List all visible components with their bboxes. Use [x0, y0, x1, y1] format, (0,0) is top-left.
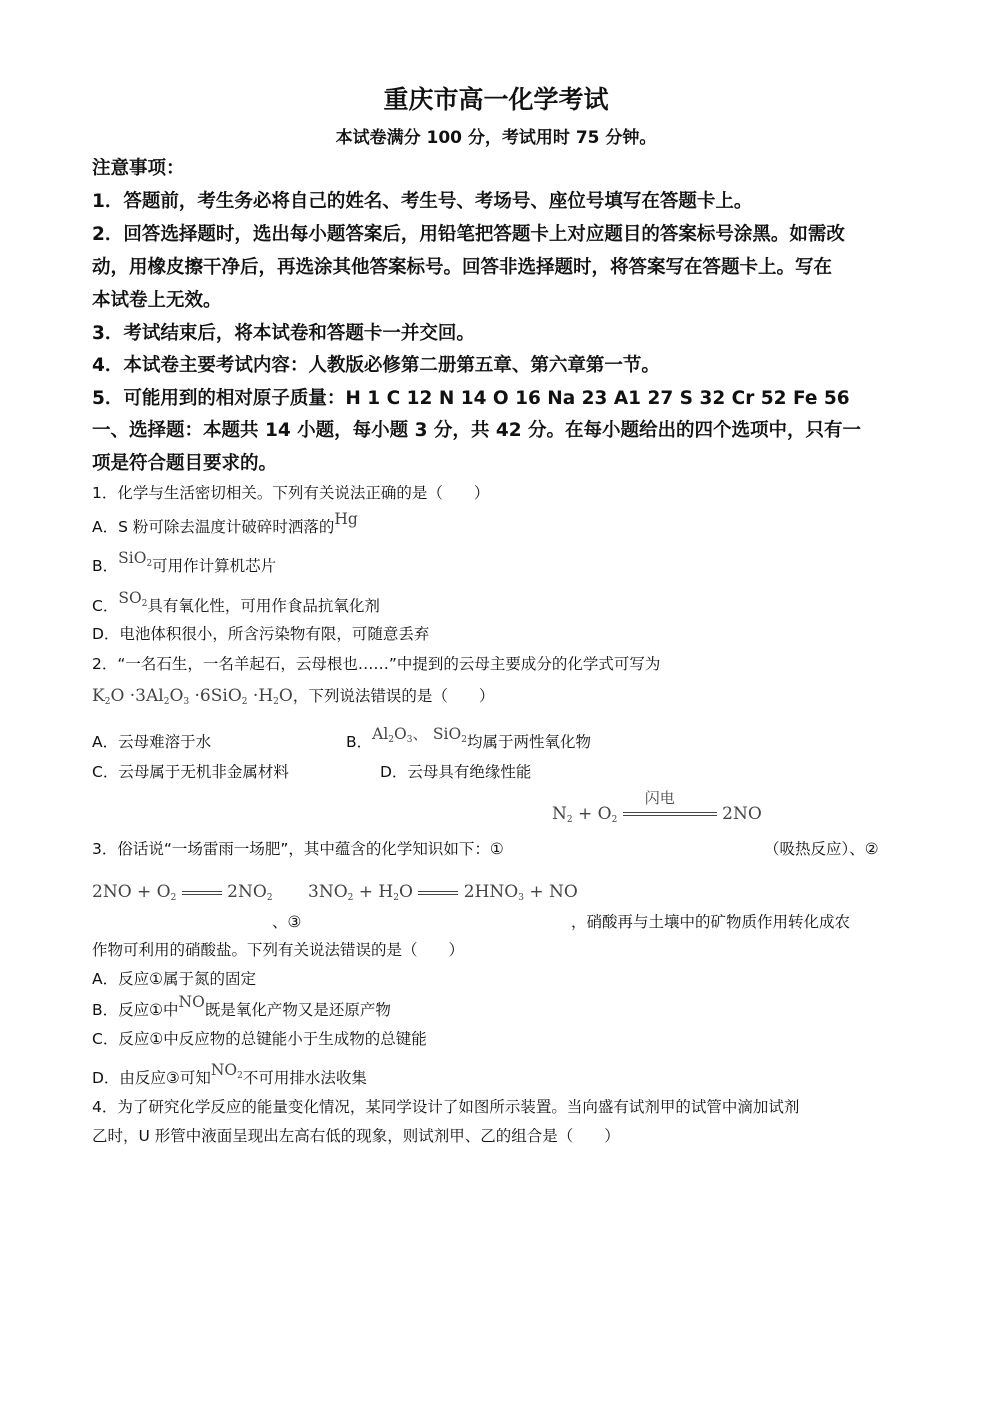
notice-item-4: 4．本试卷主要考试内容：人教版必修第二册第五章、第六章第一节。 [92, 355, 660, 376]
reaction-1-equation: $N_2 + O_2$ 闪电 2NO [552, 789, 762, 825]
lightning-condition: 闪电 [644, 789, 675, 807]
notice-item-3: 3．考试结束后，将本试卷和答题卡一并交回。 [92, 323, 475, 344]
no-formula: NO [178, 993, 205, 1011]
oxides-formula: $Al_2O_3$、 SiO$_2$ [372, 725, 467, 745]
question-1-option-a: A．S 粉可除去温度计破碎时洒落的Hg [92, 510, 358, 536]
question-3-option-b: B．反应①中NO既是氧化产物又是还原产物 [92, 993, 391, 1019]
question-3-stem-start: 3．俗话说“一场雷雨一场肥”，其中蕴含的化学知识如下：① [92, 840, 504, 858]
question-1-option-d: D．电池体积很小，所含污染物有限，可随意丢弃 [92, 625, 430, 643]
question-3-option-c: C．反应①中反应物的总键能小于生成物的总键能 [92, 1030, 427, 1048]
question-1-option-b: B．SiO$_2$可用作计算机芯片 [92, 549, 277, 575]
question-1-stem: 1．化学与生活密切相关。下列有关说法正确的是（ ） [92, 484, 490, 502]
question-3-stem-line-3: 作物可利用的硝酸盐。下列有关说法错误的是（ ） [92, 941, 465, 959]
so2-formula: SO [118, 589, 142, 607]
question-2-option-a: A．云母难溶于水 [92, 733, 212, 751]
section-1-heading-line-2: 项是符合题目要求的。 [92, 453, 278, 474]
question-2-formula-line: $K_2O \cdot 3Al_2O_3 \cdot 6SiO_2 \cdot H_2O$，下列说法错误的是（ ） [92, 686, 495, 707]
question-2-stem: 2．“一名石生，一名羊起石，云母根也……”中提到的云母主要成分的化学式可写为 [92, 655, 661, 673]
notice-item-2-line-1: 2．回答选择题时，选出每小题答案后，用铅笔把答题卡上对应题目的答案标号涂黑。如需改 [92, 224, 845, 245]
question-3-option-a: A．反应①属于氮的固定 [92, 970, 256, 988]
sio2-formula: SiO [118, 549, 147, 567]
question-2-option-b: B．$Al_2O_3$、 SiO$_2$均属于两性氧化物 [346, 725, 591, 751]
notice-heading: 注意事项： [92, 158, 185, 179]
notice-item-1: 1．答题前，考生务必将自己的姓名、考生号、考场号、座位号填写在答题卡上。 [92, 191, 753, 212]
exam-subtitle: 本试卷满分 100 分，考试用时 75 分钟。 [335, 128, 657, 148]
question-3-stem-mid: （吸热反应）、② [764, 840, 879, 858]
section-1-heading-line-1: 一、选择题：本题共 14 小题，每小题 3 分，共 42 分。在每小题给出的四个选项中，只有一 [92, 420, 862, 441]
mica-formula: $K_2O \cdot 3Al_2O_3 \cdot 6SiO_2 \cdot H_2O$ [92, 686, 293, 707]
question-1-option-c: C．$SO_2$具有氧化性，可用作食品抗氧化剂 [92, 589, 380, 615]
notice-item-5: 5．可能用到的相对原子质量：H 1 C 12 N 14 O 16 Na 23 A1 27 S 32 Cr 52 Fe 56 [92, 388, 850, 409]
question-3-separator: 、③ [272, 913, 302, 931]
question-4-line-1: 4．为了研究化学反应的能量变化情况，某同学设计了如图所示装置。当向盛有试剂甲的试管中滴加试剂 [92, 1098, 800, 1116]
question-2-option-d: D．云母具有绝缘性能 [380, 763, 532, 781]
reaction-3-equation: $3NO_2 + H_2O$ $2HNO_3$ + NO [308, 882, 578, 903]
question-2-option-c: C．云母属于无机非金属材料 [92, 763, 289, 781]
notice-item-2-line-3: 本试卷上无效。 [92, 290, 222, 311]
notice-item-2-line-2: 动，用橡皮擦干净后，再选涂其他答案标号。回答非选择题时，将答案写在答题卡上。写在 [92, 257, 833, 278]
page-title: 重庆市高一化学考试 [383, 85, 609, 114]
question-4-line-2: 乙时，U 形管中液面呈现出左高右低的现象，则试剂甲、乙的组合是（ ） [92, 1127, 620, 1145]
question-3-stem-end: ，硝酸再与土壤中的矿物质作用转化成农 [571, 913, 851, 931]
question-3-option-d: D．由反应③可知$NO_2$不可用排水法收集 [92, 1061, 367, 1087]
reaction-2-equation: $2NO + O_2$ $2NO_2$ [92, 882, 273, 903]
hg-formula: Hg [334, 510, 358, 528]
no2-formula: NO [210, 1061, 238, 1079]
